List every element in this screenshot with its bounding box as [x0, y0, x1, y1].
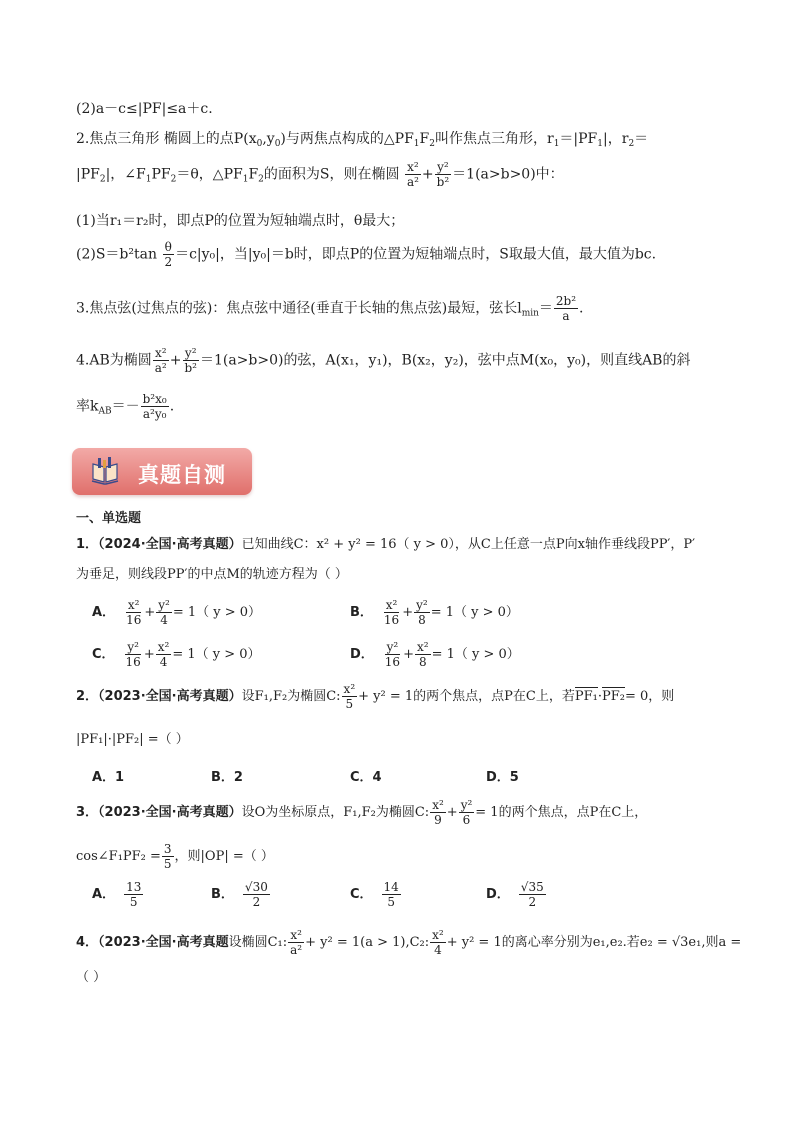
text: |PF — [76, 166, 100, 183]
text: 3.焦点弦(过焦点的弦)：焦点弦中通径(垂直于长轴的焦点弦)最短，弦长l — [76, 300, 522, 317]
text: F — [419, 131, 430, 147]
question-1-line-2 — [76, 563, 348, 582]
text: （ ） — [76, 970, 107, 985]
banner-title: 真题自测 — [138, 463, 226, 487]
option-1b[interactable]: B． $\frac{\text{x²}}{16}$ + $\frac{\text{y²}}{8}$ = 1（ y > 0） — [350, 598, 519, 627]
option-2a[interactable] — [92, 766, 132, 785]
theory-line-2: 2.焦点三角形 椭圆上的点$P(x_0,y_0)$与两焦点构成的$\triangle PF_1F_2$叫作焦点三角形，$r_1=|PF_1|$，$r_2=$ — [76, 131, 649, 149]
text: 设F₁,F₂为椭圆C: — [241, 689, 341, 704]
fraction: $\frac{\text{2b²}}{a}$ — [555, 294, 577, 323]
option-2c[interactable] — [350, 766, 390, 785]
text: |PF₁|·|PF₂| =（ ） — [76, 732, 189, 747]
text: = 1（ y > 0） — [430, 605, 519, 620]
question-head: 4．（2023·全国·高考真题 — [76, 935, 229, 950]
question-3-line-1: 3．（2023·全国·高考真题）设O为坐标原点，F₁,F₂为椭圆C: $\frac{\text{x²}}{9}$ + $\frac{\text{y²}}{6}$ = 1的两个焦点，点P在C上， — [76, 798, 648, 827]
text: ＝1(a>b>0)中： — [452, 166, 564, 183]
option-1d[interactable]: D． $\frac{\text{y²}}{16}$ + $\frac{\text{x²}}{8}$ = 1（ y > 0） — [350, 640, 520, 669]
text: ＝|PF — [559, 131, 598, 147]
question-head: 1．（2024·全国·高考真题） — [76, 537, 242, 552]
section-banner — [72, 448, 252, 495]
theory-line-7: 4.AB为椭圆 $\frac{\text{x²}}{\text{a²}}$ + $\frac{\text{y²}}{\text{b²}}$ ＝1(a>b>0)的弦，A(x₁，y₁)，B(x₂，y₂)，弦中点M(x₀，y₀)，则直线AB的斜 — [76, 346, 691, 375]
option-label: C． — [92, 647, 115, 662]
text: 率k — [76, 398, 99, 415]
option-3a[interactable]: A． $\frac{13}{5}$ — [92, 880, 142, 909]
option-1c[interactable]: C． $\frac{\text{y²}}{16}$ + $\frac{\text{x²}}{4}$ = 1（ y > 0） — [92, 640, 261, 669]
text: |，r — [603, 131, 629, 147]
text: 设O为坐标原点，F₁,F₂为椭圆C: — [241, 805, 430, 820]
theory-line-6: 3.焦点弦(过焦点的弦)：焦点弦中通径(垂直于长轴的焦点弦)最短，弦长$l_{min}=$ $\frac{\text{2b²}}{a}$ . — [76, 294, 584, 323]
text: F — [248, 166, 259, 183]
text: ,y — [262, 131, 275, 147]
text: = 1的两个焦点，点P在C上， — [475, 805, 648, 820]
text: 2.焦点三角形 椭圆上的点P(x — [76, 131, 257, 147]
text: 设椭圆C₁: — [228, 935, 288, 950]
text: = 1（ y > 0） — [172, 647, 261, 662]
text: 为垂足，则线段PP′的中点M的轨迹方程为（ ） — [76, 567, 348, 582]
question-head: 2．（2023·全国·高考真题） — [76, 689, 242, 704]
text: = 0，则 — [624, 689, 675, 704]
option-3d[interactable]: D． $\frac{√35}{2}$ — [486, 880, 544, 909]
option-label: A．1 — [92, 770, 125, 785]
text: ＝c|y₀|，当|y₀|＝b时，即点P的位置为短轴端点时，S取最大值，最大值为bc. — [175, 246, 657, 263]
text: ＝ — [538, 300, 553, 317]
fraction: $\frac{\text{b²x₀}}{\text{a²y₀}}$ — [142, 392, 167, 421]
theory-line-8: 率$k_{AB}=-$ $\frac{\text{b²x₀}}{\text{a²y₀}}$ . — [76, 392, 175, 421]
text: = 1（ y > 0） — [172, 605, 262, 620]
text: 叫作焦点三角形，r — [434, 131, 554, 147]
text: + y² = 1的离心率分别为e₁,e₂.若e₂ = √3e₁,则a = — [446, 935, 742, 950]
book-icon — [90, 456, 120, 486]
text: )与两焦点构成的△PF — [280, 131, 414, 147]
text: 4.AB为椭圆 — [76, 352, 152, 369]
theory-line-4 — [76, 210, 404, 230]
option-label: B． — [211, 887, 234, 902]
option-3b[interactable]: B． $\frac{√30}{2}$ — [211, 880, 268, 909]
option-label: D．5 — [486, 770, 519, 785]
fraction: $\frac{\text{y²}}{\text{b²}}$ — [184, 346, 197, 375]
fraction: $\frac{\theta}{2}$ — [164, 240, 173, 269]
question-3-line-2: cos∠F₁PF₂ = $\frac{3}{5}$ ，则|OP| =（ ） — [76, 842, 274, 871]
text: + y² = 1的两个焦点，点P在C上，若 — [358, 689, 575, 704]
theory-line-5 — [76, 240, 656, 269]
option-label: B． — [350, 605, 373, 620]
text: (2)a－c≤|PF|≤a＋c. — [76, 101, 213, 117]
option-label: A． — [92, 605, 116, 620]
option-label: D． — [350, 647, 374, 662]
option-label: D． — [486, 887, 510, 902]
question-2-line-1: 2．（2023·全国·高考真题）设F₁,F₂为椭圆C: $\frac{\text{x²}}{5}$ + y² = 1的两个焦点，点P在C上，若PF₁·PF₂= 0，则 — [76, 682, 675, 711]
section-title: 一、单选题 — [76, 511, 142, 526]
text: |，∠F — [105, 166, 146, 183]
option-2b[interactable] — [211, 766, 251, 785]
question-2-line-2 — [76, 728, 189, 747]
fraction: $\frac{\text{x²}}{\text{a²}}$ — [406, 160, 419, 189]
text: PF — [151, 166, 171, 183]
option-label: C．4 — [350, 770, 382, 785]
option-label: C． — [350, 887, 373, 902]
text: (1)当r₁＝r₂时，即点P的位置为短轴端点时，θ最大； — [76, 213, 405, 229]
theory-line-1 — [76, 98, 213, 118]
fraction: $\frac{\text{x²}}{\text{a²}}$ — [154, 346, 167, 375]
text: cos∠F₁PF₂ = — [76, 849, 161, 864]
question-1-line-1 — [76, 533, 695, 552]
question-head: 3．（2023·全国·高考真题） — [76, 805, 242, 820]
text: 的面积为S，则在椭圆 — [263, 166, 400, 183]
text: ＝θ，△PF — [176, 166, 243, 183]
question-4-line-2 — [76, 966, 106, 985]
option-3c[interactable]: C． $\frac{14}{5}$ — [350, 880, 399, 909]
text: = 1（ y > 0） — [431, 647, 520, 662]
option-label: A． — [92, 887, 116, 902]
text: 已知曲线C：x² + y² = 16（ y > 0），从C上任意一点P向x轴作垂线段PP′，P′ — [241, 537, 696, 552]
text: ＝ — [634, 131, 649, 147]
text: (2)S＝b²tan — [76, 246, 157, 263]
question-4-line-1: 4．（2023·全国·高考真题设椭圆C₁: $\frac{\text{x²}}{\text{a²}}$ + y² = 1(a > 1),C₂: $\frac{\text{x²}}{4}$ + y² = 1的离心率分别为e₁,e₂.若e₂ = √3e₁,则a = — [76, 928, 742, 957]
theory-line-3: $|PF_2|$，$\angle F_1PF_2=\theta$，$\triangle PF_1F_2$的面积为S，则在椭圆 $\frac{\text{x²}}{\text{a²}}$ + $\frac{\text{y²}}{\text{b²}}$ ＝1(a>b>0)中： — [76, 160, 564, 189]
text: ＝1(a>b>0)的弦，A(x₁，y₁)，B(x₂，y₂)，弦中点M(x₀，y₀)，则直线AB的斜 — [199, 352, 691, 369]
option-2d[interactable] — [486, 766, 527, 785]
option-label: B．2 — [211, 770, 243, 785]
option-1a[interactable]: A． $\frac{\text{x²}}{16}$ + $\frac{\text{y²}}{4}$ = 1（ y > 0） — [92, 598, 262, 627]
text: ＝－ — [111, 398, 140, 415]
text: + y² = 1(a > 1),C₂: — [305, 935, 430, 950]
fraction: $\frac{\text{y²}}{\text{b²}}$ — [436, 160, 450, 189]
text: ，则|OP| =（ ） — [174, 849, 274, 864]
